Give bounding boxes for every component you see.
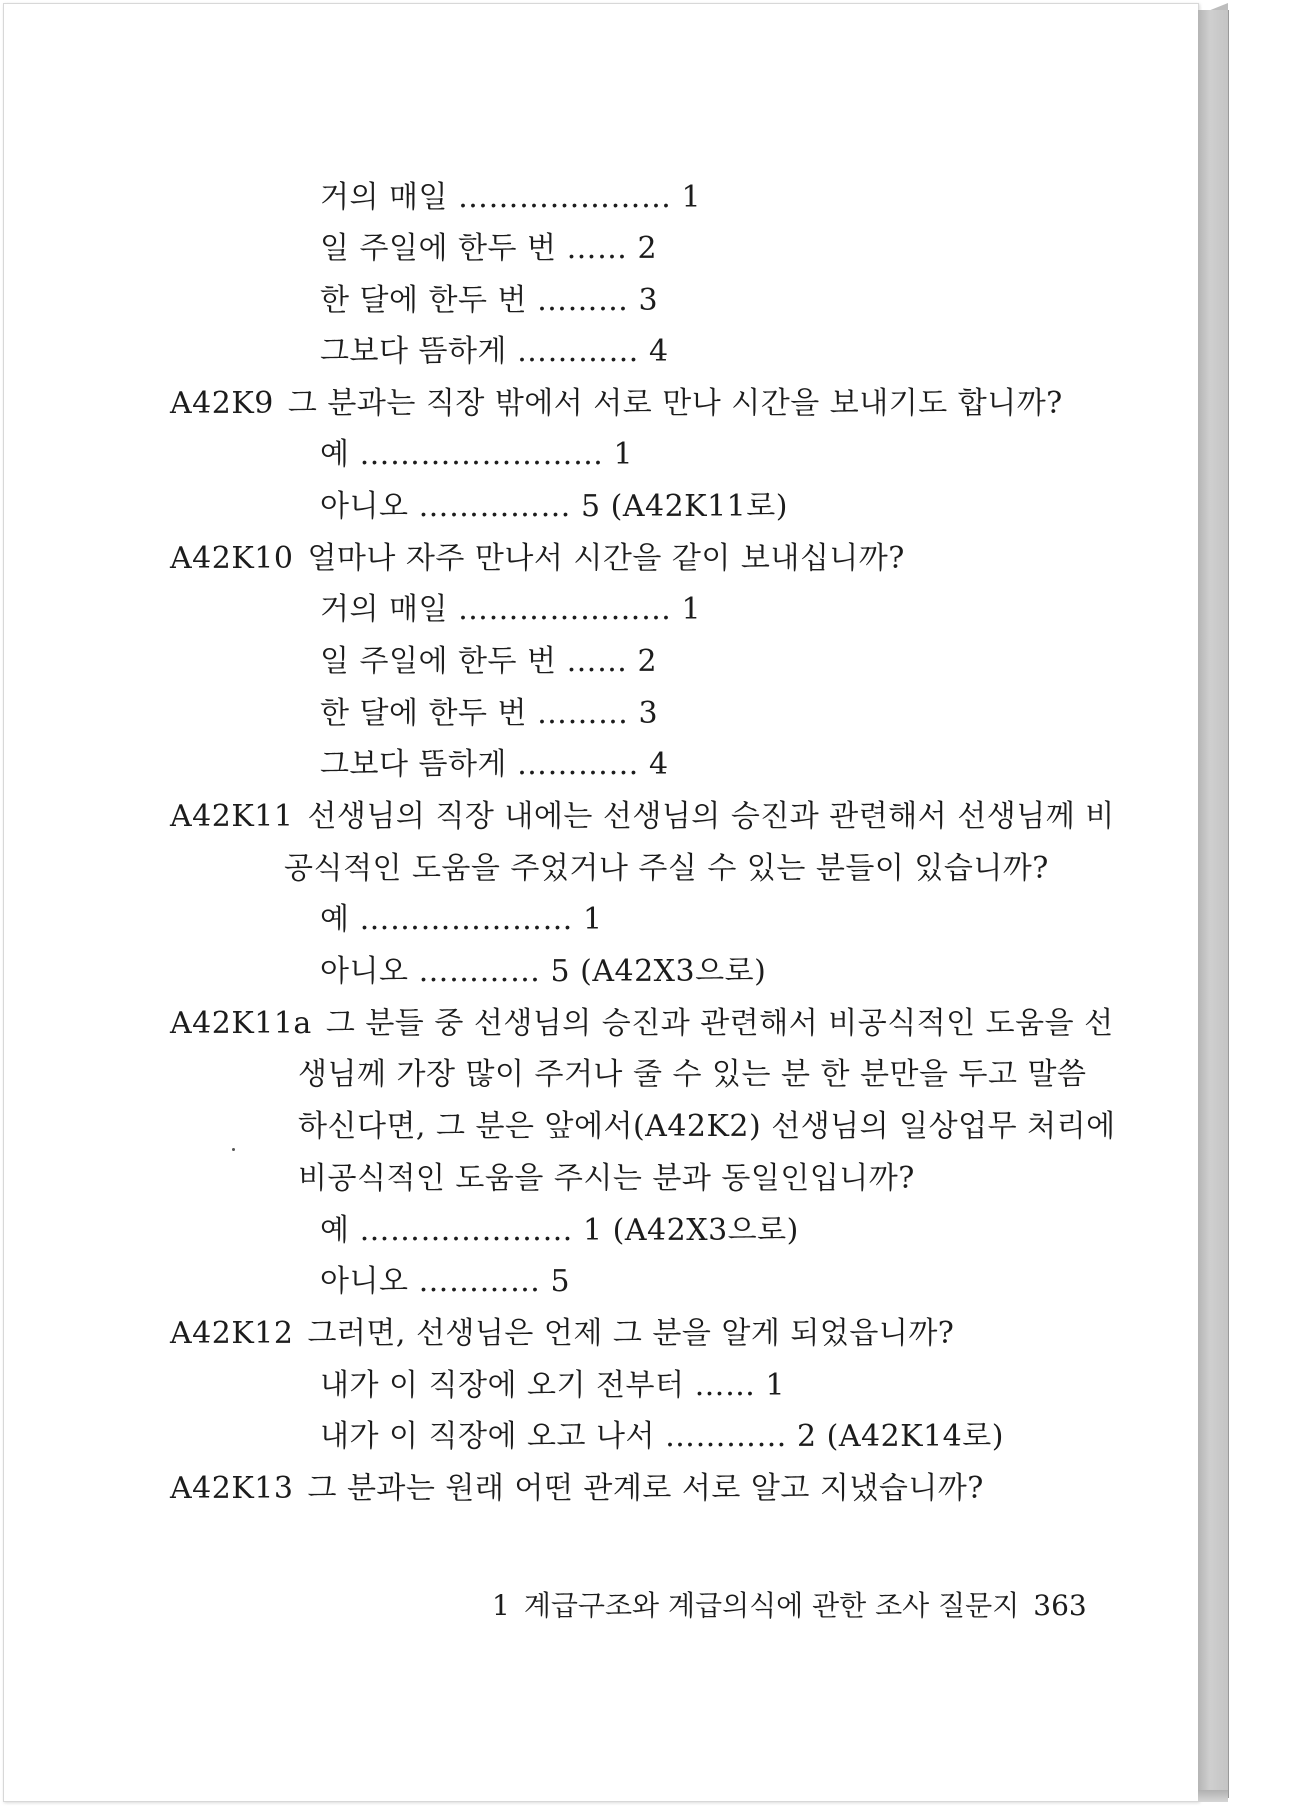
- answer-option: 내가 이 직장에 오기 전부터 …… 1: [320, 1368, 786, 1403]
- answer-option: 거의 매일 ………………… 1: [320, 592, 702, 627]
- question-continuation: 하신다면, 그 분은 앞에서(A42K2) 선생님의 일상업무 처리에: [298, 1109, 1116, 1144]
- question-id: A42K9: [170, 386, 274, 421]
- running-footer: [492, 1589, 1087, 1623]
- answer-option: 한 달에 한두 번 ……… 3: [320, 283, 659, 318]
- question-text: 선생님의 직장 내에는 선생님의 승진과 관련해서 선생님께 비: [307, 799, 1115, 834]
- question-A42K12: [170, 1316, 954, 1352]
- answer-option: 아니오 ………… 5 (A42X3으로): [320, 954, 767, 989]
- question-A42K11: [170, 799, 1115, 835]
- answer-option: 아니오 …………… 5 (A42K11로): [320, 489, 788, 524]
- answer-option: 예 ………………… 1: [320, 902, 603, 937]
- answer-option: 내가 이 직장에 오고 나서 ………… 2 (A42K14로): [320, 1419, 1004, 1454]
- question-A42K11a: [170, 1006, 1114, 1042]
- answer-option: 아니오 ………… 5: [320, 1264, 571, 1299]
- question-id: A42K11a: [170, 1006, 312, 1041]
- answer-option: 예 …………………… 1: [320, 437, 634, 472]
- print-speck: [232, 1148, 235, 1151]
- question-continuation: 공식적인 도움을 주었거나 주실 수 있는 분들이 있습니까?: [284, 851, 1049, 886]
- question-text: 그 분과는 직장 밖에서 서로 만나 시간을 보내기도 합니까?: [287, 386, 1063, 421]
- question-id: A42K12: [170, 1316, 294, 1351]
- question-text: 그 분들 중 선생님의 승진과 관련해서 비공식적인 도움을 선: [325, 1006, 1114, 1041]
- question-continuation: 비공식적인 도움을 주시는 분과 동일인입니까?: [298, 1161, 915, 1196]
- question-A42K10: [170, 541, 905, 577]
- answer-option: 그보다 뜸하게 ………… 4: [320, 747, 669, 782]
- answer-option: 거의 매일 ………………… 1: [320, 180, 702, 215]
- page-number: 363: [1033, 1589, 1087, 1622]
- question-id: A42K11: [170, 799, 294, 834]
- question-continuation: 생님께 가장 많이 주거나 줄 수 있는 분 한 분만을 두고 말씀: [298, 1057, 1087, 1092]
- question-text: 그러면, 선생님은 언제 그 분을 알게 되었읍니까?: [307, 1316, 955, 1351]
- question-A42K9: [170, 386, 1063, 422]
- question-A42K13: [170, 1471, 984, 1507]
- page-stack-edge: [1198, 10, 1229, 1798]
- question-id: A42K10: [170, 541, 294, 576]
- answer-option: 예 ………………… 1 (A42X3으로): [320, 1213, 799, 1248]
- answer-option: 그보다 뜸하게 ………… 4: [320, 334, 669, 369]
- question-text: 얼마나 자주 만나서 시간을 같이 보내십니까?: [307, 541, 905, 576]
- footer-chapter-number: 1: [492, 1589, 510, 1622]
- footer-title: 계급구조와 계급의식에 관한 조사 질문지: [523, 1589, 1020, 1622]
- answer-option: 일 주일에 한두 번 …… 2: [320, 231, 658, 266]
- page-edge-bottom: [1198, 1790, 1228, 1802]
- answer-option: 일 주일에 한두 번 …… 2: [320, 644, 658, 679]
- question-text: 그 분과는 원래 어떤 관계로 서로 알고 지냈습니까?: [307, 1471, 984, 1506]
- answer-option: 한 달에 한두 번 ……… 3: [320, 696, 659, 731]
- question-id: A42K13: [170, 1471, 294, 1506]
